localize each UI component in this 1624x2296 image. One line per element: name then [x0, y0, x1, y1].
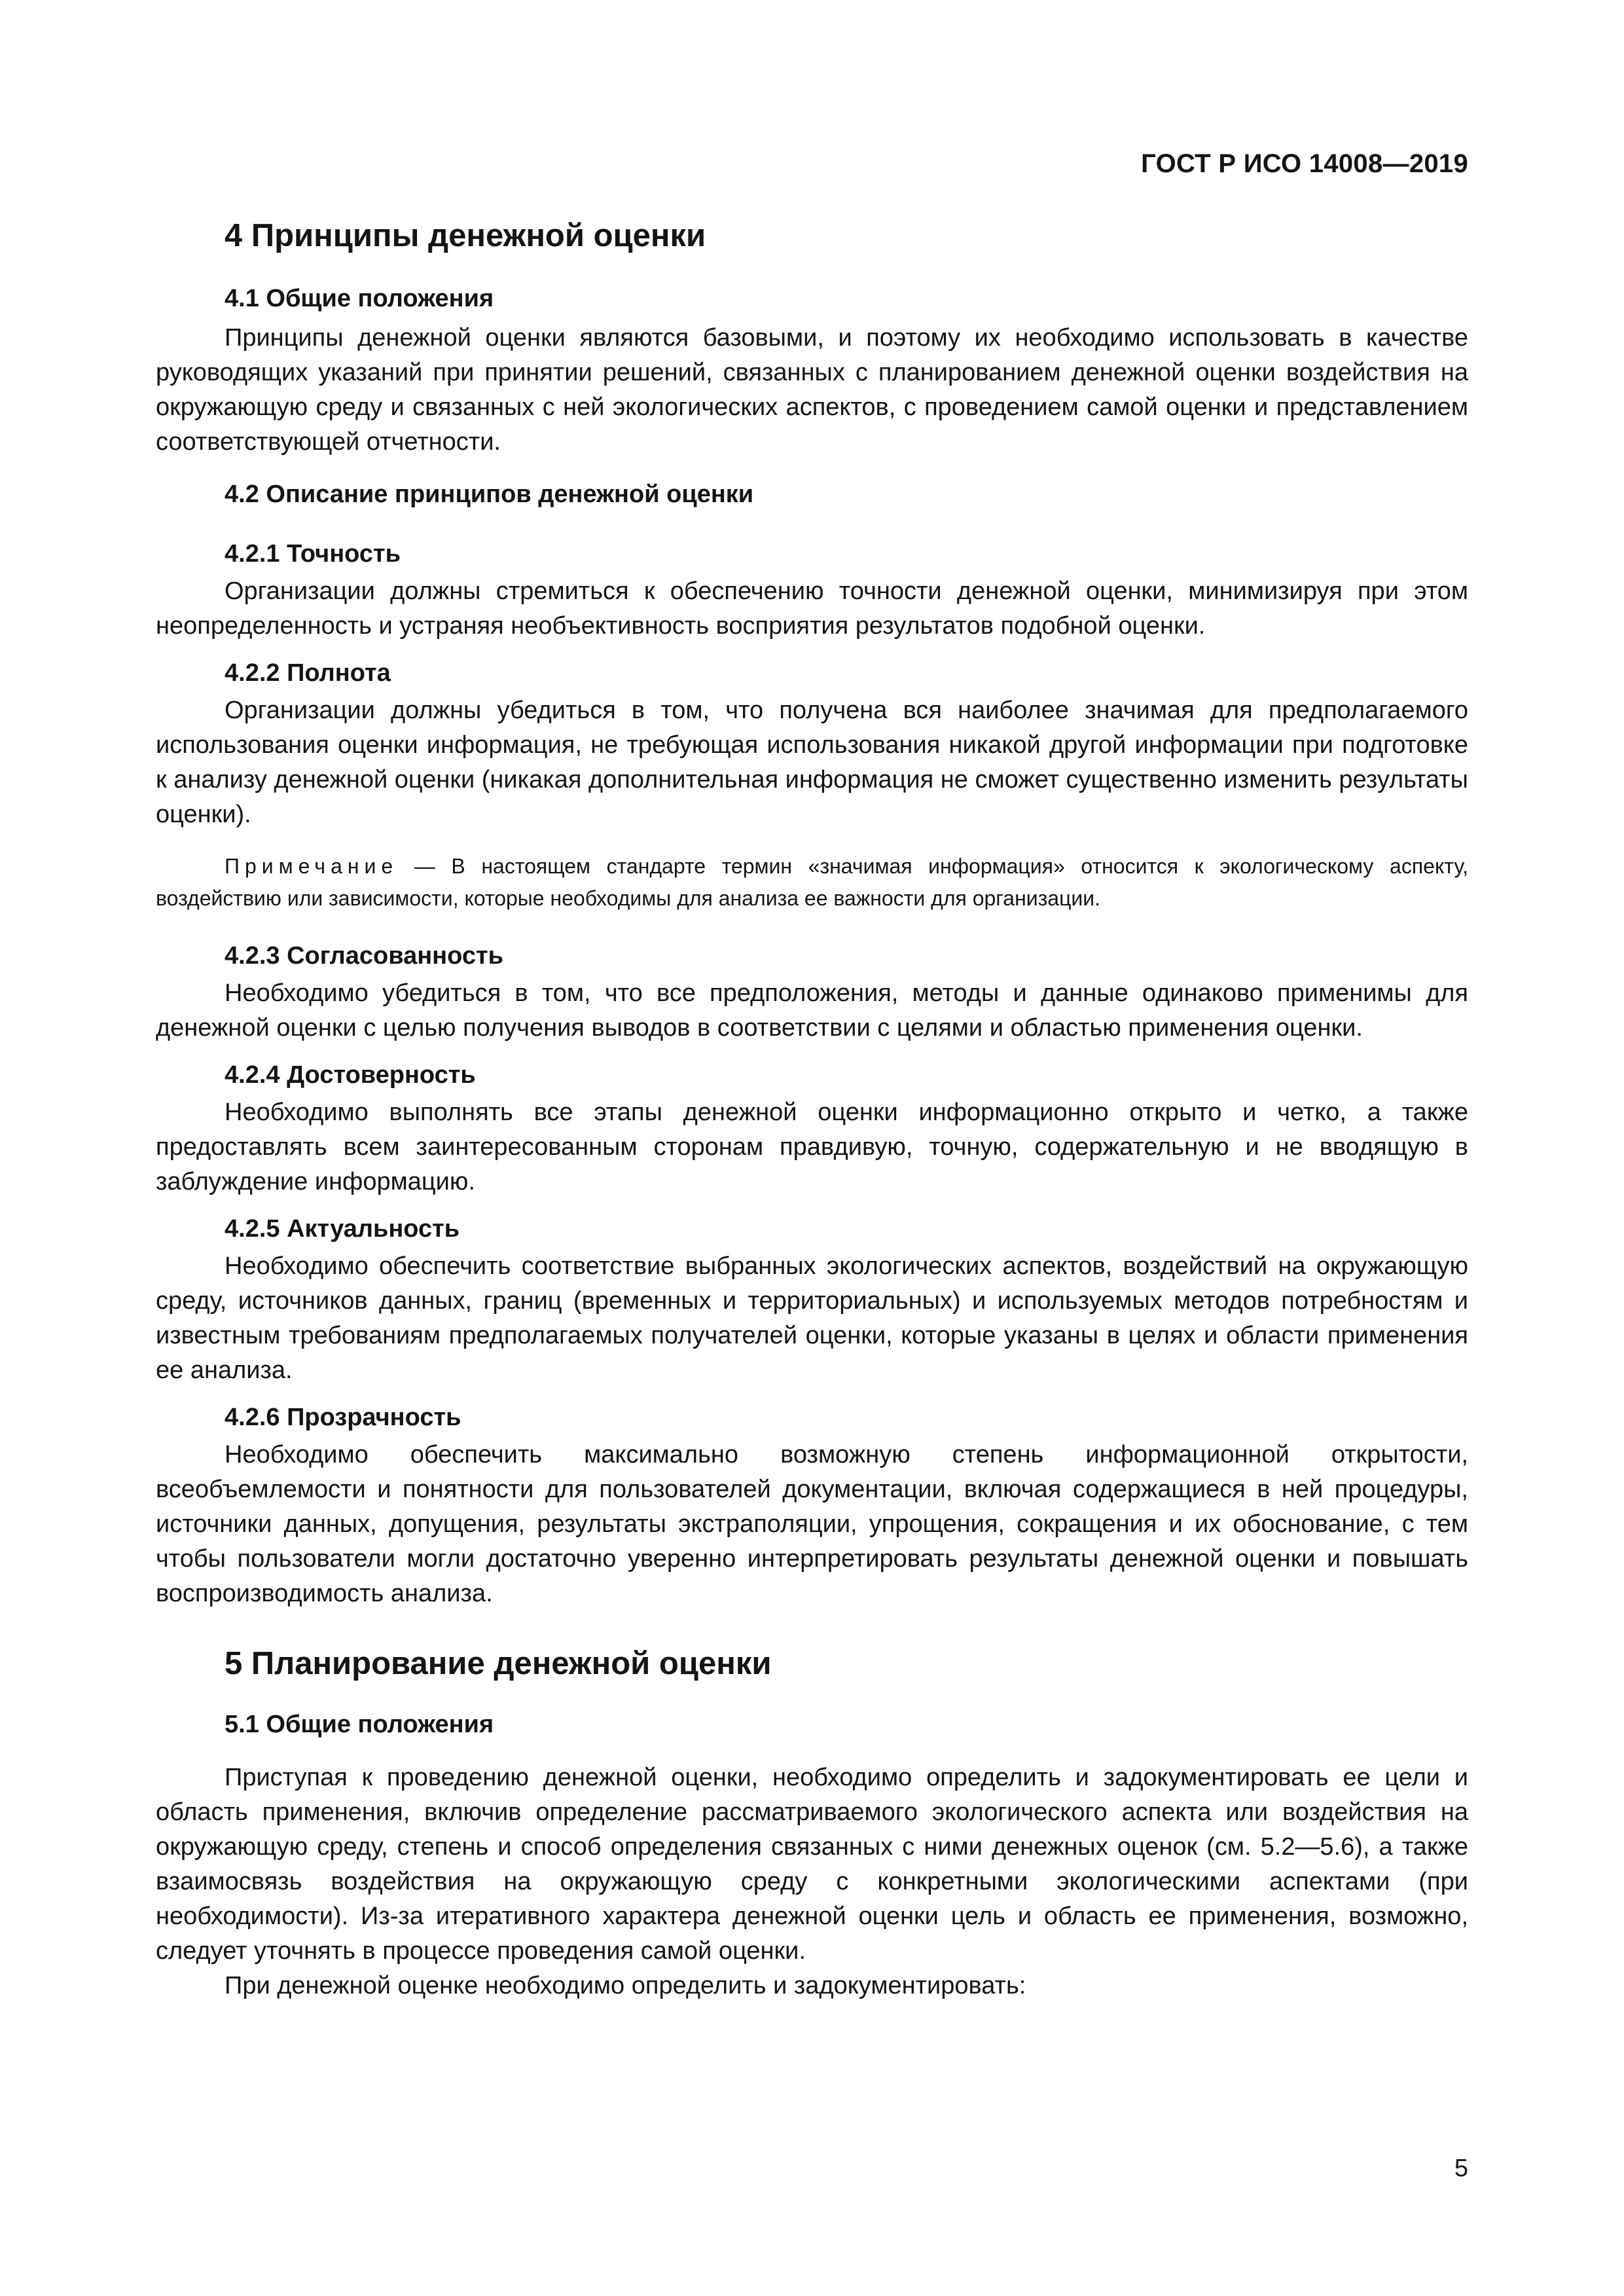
subsection-5-1-title: 5.1 Общие положения [225, 1711, 494, 1738]
subsection-4-2-4-text: Необходимо выполнять все этапы денежной оценки информационно открыто и четко, а также предоставлять всем заинтересованным сторонам правдивую, точную, содержательную и не вводящую в заблуждение информацию. [156, 1099, 1468, 1195]
subsection-4-2-1-text: Организации должны стремиться к обеспечению точности денежной оценки, минимизируя при этом неопределенность и устраняя необъективность восприятия результатов подобной оценки. [156, 577, 1468, 640]
subsection-4-1-text: Принципы денежной оценки являются базовыми, и поэтому их необходимо использовать в качестве руководящих указаний при принятии решений, связанных с планированием денежной оценки воздействия на окружающую среду и связанных с ней экологических аспектов, с проведением самой оценки и представлением соответствующей отчетности. [156, 324, 1468, 456]
subsection-4-2-6-title: 4.2.6 Прозрачность [225, 1404, 461, 1431]
subsection-4-2-6-text: Необходимо обеспечить максимально возможную степень информационной открытости, всеобъемлемости и понятности для пользователей документации, включая содержащиеся в ней процедуры, источники данных, допущения, результаты экстраполяции, упрощения, сокращения и их обоснование, с тем чтобы пользователи могли достаточно уверенно интерпретировать результаты денежной оценки и повышать воспроизводимость анализа. [156, 1441, 1468, 1607]
subsection-4-2-5-title: 4.2.5 Актуальность [225, 1215, 460, 1243]
subsection-4-2-2-title: 4.2.2 Полнота [225, 659, 391, 687]
subsection-5-1-text: Приступая к проведению денежной оценки, необходимо определить и задокументировать ее цели и область применения, включив определение рассматриваемого экологического аспекта или воздействия на окружающую среду, степень и способ определения связанных с ними денежных оценок (см. 5.2—5.6), а также взаимосвязь воздействия на окружающую среду с конкретными экологическими аспектами (при необходимости). Из-за итеративного характера денежной оценки цель и область ее применения, возможно, следует уточнять в процессе проведения самой оценки. [156, 1764, 1468, 1965]
subsection-4-2-3-text: Необходимо убедиться в том, что все предположения, методы и данные одинаково применимы для денежной оценки с целью получения выводов в соответствии с целями и областью применения оценки. [156, 979, 1468, 1042]
subsection-5-1-text-continued: При денежной оценке необходимо определить и задокументировать: [225, 1972, 1026, 1999]
section-5-title: 5 Планирование денежной оценки [225, 1646, 772, 1681]
subsection-4-2-4-title: 4.2.4 Достоверность [225, 1061, 476, 1089]
document-header-id: ГОСТ Р ИСО 14008—2019 [1141, 149, 1468, 178]
subsection-4-1-title: 4.1 Общие положения [225, 285, 494, 312]
page-number: 5 [1454, 2155, 1468, 2182]
note-4-2-2 [156, 850, 1468, 915]
note-text: — В настоящем стандарте термин «значимая информация» относится к экологическому аспекту, воздействию или зависимости, которые необходимы для анализа ее важности для организации. [156, 854, 1468, 910]
subsection-4-2-2-text: Организации должны убедиться в том, что получена вся наиболее значимая для предполагаемого использования оценки информация, не требующая использования никакой другой информации при подготовке к анализу денежной оценки (никакая дополнительная информация не сможет существенно изменить результаты оценки). [156, 697, 1468, 828]
note-label: Примечание [225, 854, 399, 878]
subsection-4-2-1-title: 4.2.1 Точность [225, 540, 401, 568]
subsection-4-2-title: 4.2 Описание принципов денежной оценки [225, 481, 754, 508]
subsection-4-2-3-title: 4.2.3 Согласованность [225, 942, 503, 970]
subsection-4-2-5-text: Необходимо обеспечить соответствие выбранных экологических аспектов, воздействий на окружающую среду, источников данных, границ (временных и территориальных) и используемых методов потребностям и известным требованиям предполагаемых получателей оценки, которые указаны в целях и области применения ее анализа. [156, 1252, 1468, 1384]
document-body [156, 216, 1468, 2003]
section-4-title: 4 Принципы денежной оценки [225, 218, 706, 253]
